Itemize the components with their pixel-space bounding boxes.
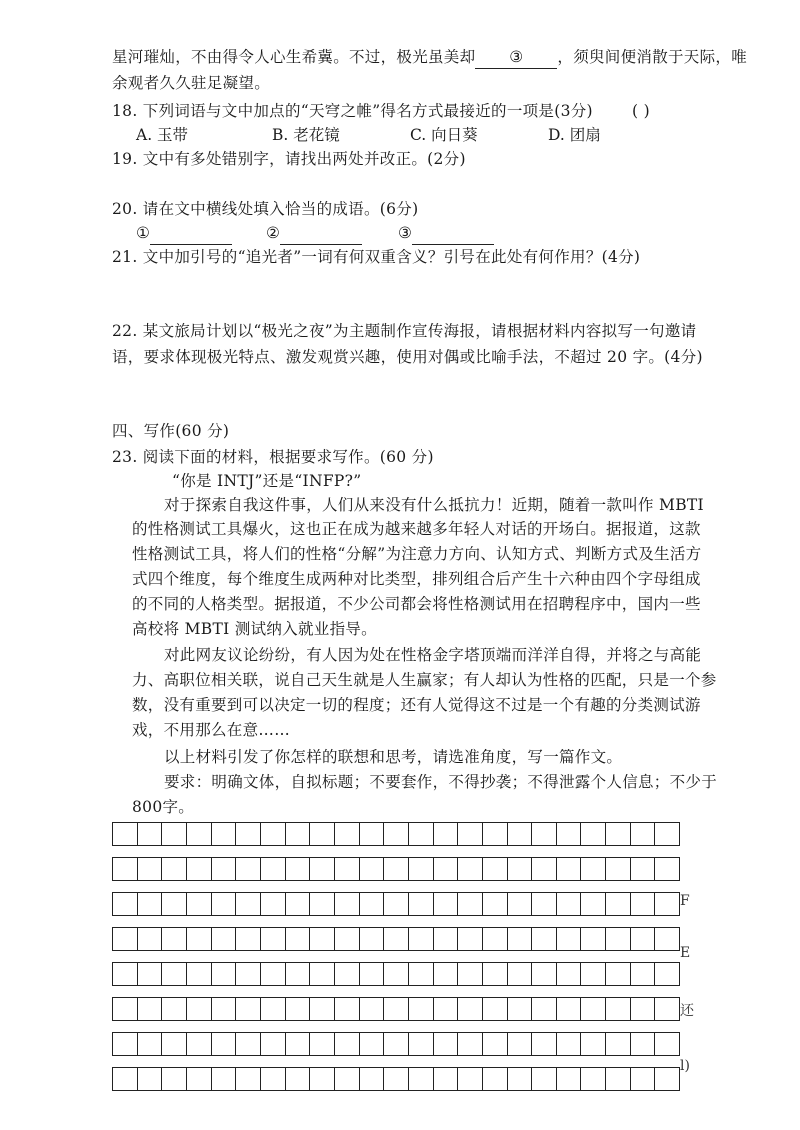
grid-cell[interactable] xyxy=(236,928,261,950)
grid-cell[interactable] xyxy=(212,1068,237,1090)
circled-number-1: ① xyxy=(136,224,151,242)
grid-cell[interactable] xyxy=(360,823,385,845)
grid-cell[interactable] xyxy=(483,1033,508,1055)
material-p1-line-6: 高校将 MBTI 测试纳入就业指导。 xyxy=(132,620,377,638)
grid-cell[interactable] xyxy=(138,1033,163,1055)
grid-cell[interactable] xyxy=(261,858,286,880)
grid-cell[interactable] xyxy=(483,963,508,985)
grid-cell[interactable] xyxy=(631,858,656,880)
grid-cell[interactable] xyxy=(581,963,606,985)
grid-cell[interactable] xyxy=(236,1068,261,1090)
grid-cell[interactable] xyxy=(335,998,360,1020)
passage-line-1 xyxy=(112,46,747,69)
grid-cell[interactable] xyxy=(606,963,631,985)
grid-cell[interactable] xyxy=(483,858,508,880)
grid-cell[interactable] xyxy=(310,998,335,1020)
grid-cell[interactable] xyxy=(483,893,508,915)
material-p1-line-3: 性格测试工具，将人们的性格“分解”为注意力方向、认知方式、判断方式及生活方 xyxy=(132,545,702,563)
grid-cell[interactable] xyxy=(409,823,434,845)
grid-cell[interactable] xyxy=(655,858,679,880)
grid-cell[interactable] xyxy=(360,1068,385,1090)
grid-cell[interactable] xyxy=(384,1033,409,1055)
fill-blank-3[interactable] xyxy=(475,46,557,69)
grid-cell[interactable] xyxy=(113,998,138,1020)
grid-cell[interactable] xyxy=(187,998,212,1020)
grid-cell[interactable] xyxy=(384,998,409,1020)
answer-line-1[interactable] xyxy=(150,222,232,245)
grid-cell[interactable] xyxy=(335,1033,360,1055)
grid-cell[interactable] xyxy=(187,893,212,915)
grid-cell[interactable] xyxy=(631,928,656,950)
grid-cell[interactable] xyxy=(581,1033,606,1055)
grid-cell[interactable] xyxy=(113,928,138,950)
grid-cell[interactable] xyxy=(532,963,557,985)
question-19-stem: 19. 文中有多处错别字，请找出两处并改正。(2分) xyxy=(112,150,466,168)
grid-cell[interactable] xyxy=(557,823,582,845)
grid-cell[interactable] xyxy=(458,823,483,845)
grid-cell[interactable] xyxy=(286,823,311,845)
grid-cell[interactable] xyxy=(310,1068,335,1090)
grid-cell[interactable] xyxy=(606,998,631,1020)
grid-cell[interactable] xyxy=(236,998,261,1020)
grid-cell[interactable] xyxy=(434,823,459,845)
grid-cell[interactable] xyxy=(113,1033,138,1055)
grid-cell[interactable] xyxy=(310,858,335,880)
grid-cell[interactable] xyxy=(162,858,187,880)
grid-cell[interactable] xyxy=(557,928,582,950)
grid-cell[interactable] xyxy=(384,1068,409,1090)
grid-cell[interactable] xyxy=(162,928,187,950)
grid-cell[interactable] xyxy=(335,928,360,950)
grid-cell[interactable] xyxy=(384,928,409,950)
answer-blank-1[interactable] xyxy=(136,222,232,245)
grid-cell[interactable] xyxy=(360,858,385,880)
grid-cell[interactable] xyxy=(508,893,533,915)
grid-cell[interactable] xyxy=(335,893,360,915)
grid-cell[interactable] xyxy=(384,823,409,845)
question-20-stem: 20. 请在文中横线处填入恰当的成语。(6分) xyxy=(112,200,419,218)
grid-cell[interactable] xyxy=(360,1033,385,1055)
grid-cell[interactable] xyxy=(606,1068,631,1090)
grid-cell[interactable] xyxy=(409,963,434,985)
grid-cell[interactable] xyxy=(655,963,679,985)
question-18-stem: 18. 下列词语与文中加点的“天穹之帷”得名方式最接近的一项是(3分) xyxy=(112,102,593,120)
grid-cell[interactable] xyxy=(261,1033,286,1055)
grid-cell[interactable] xyxy=(187,858,212,880)
grid-cell[interactable] xyxy=(458,928,483,950)
grid-cell[interactable] xyxy=(286,858,311,880)
grid-row[interactable] xyxy=(112,822,680,846)
question-22-line-1: 22. 某文旅局计划以“极光之夜”为主题制作宣传海报，请根据材料内容拟写一句邀请 xyxy=(112,322,697,340)
grid-cell[interactable] xyxy=(360,928,385,950)
grid-cell[interactable] xyxy=(581,928,606,950)
grid-cell[interactable] xyxy=(581,858,606,880)
grid-cell[interactable] xyxy=(458,1033,483,1055)
edge-mark-4: l) xyxy=(680,1058,690,1074)
grid-cell[interactable] xyxy=(631,998,656,1020)
requirements-line-2: 800字。 xyxy=(132,798,195,816)
grid-cell[interactable] xyxy=(655,893,679,915)
grid-cell[interactable] xyxy=(286,1033,311,1055)
grid-cell[interactable] xyxy=(655,1068,679,1090)
grid-cell[interactable] xyxy=(483,823,508,845)
material-p2-line-3: 数，没有重要到可以决定一切的程度；还有人觉得这不过是一个有趣的分类测试游 xyxy=(132,696,701,714)
grid-cell[interactable] xyxy=(162,823,187,845)
grid-cell[interactable] xyxy=(212,928,237,950)
grid-cell[interactable] xyxy=(236,858,261,880)
grid-cell[interactable] xyxy=(508,858,533,880)
prompt-line: 以上材料引发了你怎样的联想和思考，请选准角度，写一篇作文。 xyxy=(164,748,623,766)
grid-cell[interactable] xyxy=(236,1033,261,1055)
grid-cell[interactable] xyxy=(384,963,409,985)
passage-text-a: 星河璀灿，不由得令人心生希冀。不过，极光虽美却 xyxy=(112,48,476,66)
grid-cell[interactable] xyxy=(360,963,385,985)
grid-cell[interactable] xyxy=(310,893,335,915)
grid-cell[interactable] xyxy=(409,998,434,1020)
grid-cell[interactable] xyxy=(162,1033,187,1055)
grid-cell[interactable] xyxy=(360,893,385,915)
grid-cell[interactable] xyxy=(409,1068,434,1090)
grid-cell[interactable] xyxy=(532,858,557,880)
grid-cell[interactable] xyxy=(187,928,212,950)
grid-row[interactable] xyxy=(112,927,680,951)
material-p2-line-1: 对此网友议论纷纷，有人因为处在性格金字塔顶端而洋洋自得，并将之与高能 xyxy=(164,646,702,664)
grid-cell[interactable] xyxy=(138,893,163,915)
grid-cell[interactable] xyxy=(187,823,212,845)
answer-line-2[interactable] xyxy=(280,222,362,245)
grid-cell[interactable] xyxy=(187,963,212,985)
grid-cell[interactable] xyxy=(483,998,508,1020)
grid-cell[interactable] xyxy=(532,823,557,845)
grid-cell[interactable] xyxy=(557,893,582,915)
grid-cell[interactable] xyxy=(434,998,459,1020)
circled-number-2: ② xyxy=(266,224,281,242)
grid-cell[interactable] xyxy=(286,963,311,985)
grid-cell[interactable] xyxy=(606,893,631,915)
grid-cell[interactable] xyxy=(286,893,311,915)
grid-cell[interactable] xyxy=(655,1033,679,1055)
grid-cell[interactable] xyxy=(138,963,163,985)
grid-cell[interactable] xyxy=(581,893,606,915)
grid-cell[interactable] xyxy=(655,823,679,845)
grid-cell[interactable] xyxy=(236,893,261,915)
option-d[interactable]: D. 团扇 xyxy=(548,126,601,144)
grid-cell[interactable] xyxy=(631,893,656,915)
grid-cell[interactable] xyxy=(212,998,237,1020)
grid-cell[interactable] xyxy=(631,823,656,845)
grid-cell[interactable] xyxy=(557,963,582,985)
grid-cell[interactable] xyxy=(508,1033,533,1055)
grid-cell[interactable] xyxy=(138,998,163,1020)
grid-cell[interactable] xyxy=(409,858,434,880)
grid-cell[interactable] xyxy=(434,893,459,915)
grid-row[interactable] xyxy=(112,997,680,1021)
grid-cell[interactable] xyxy=(162,893,187,915)
grid-cell[interactable] xyxy=(162,1068,187,1090)
grid-cell[interactable] xyxy=(335,963,360,985)
blank-mark: ③ xyxy=(509,48,524,66)
grid-cell[interactable] xyxy=(434,928,459,950)
grid-cell[interactable] xyxy=(261,963,286,985)
grid-cell[interactable] xyxy=(508,928,533,950)
grid-cell[interactable] xyxy=(557,858,582,880)
grid-cell[interactable] xyxy=(113,858,138,880)
grid-cell[interactable] xyxy=(384,893,409,915)
grid-cell[interactable] xyxy=(187,1033,212,1055)
grid-cell[interactable] xyxy=(532,1033,557,1055)
answer-blank-3[interactable] xyxy=(398,222,494,245)
grid-cell[interactable] xyxy=(212,963,237,985)
grid-cell[interactable] xyxy=(606,823,631,845)
grid-cell[interactable] xyxy=(631,963,656,985)
grid-cell[interactable] xyxy=(261,928,286,950)
grid-cell[interactable] xyxy=(508,823,533,845)
option-b[interactable]: B. 老花镜 xyxy=(272,126,340,144)
grid-cell[interactable] xyxy=(236,823,261,845)
material-quote: “你是 INTJ”还是“INFP?” xyxy=(172,472,362,490)
material-p1-line-1: 对于探索自我这件事，人们从来没有什么抵抗力！近期，随着一款叫作 MBTI xyxy=(164,496,704,514)
grid-cell[interactable] xyxy=(310,823,335,845)
material-p2-line-4: 戏，不用那么在意…… xyxy=(132,721,291,739)
grid-cell[interactable] xyxy=(162,998,187,1020)
grid-row[interactable] xyxy=(112,857,680,881)
grid-cell[interactable] xyxy=(310,928,335,950)
answer-line-3[interactable] xyxy=(412,222,494,245)
grid-cell[interactable] xyxy=(532,928,557,950)
grid-cell[interactable] xyxy=(113,1068,138,1090)
answer-bracket[interactable]: ( ) xyxy=(632,102,650,120)
grid-cell[interactable] xyxy=(138,1068,163,1090)
grid-cell[interactable] xyxy=(286,998,311,1020)
grid-cell[interactable] xyxy=(606,928,631,950)
passage-text-b: ，须臾间便消散于天际，唯 xyxy=(557,48,748,66)
grid-cell[interactable] xyxy=(557,1033,582,1055)
grid-cell[interactable] xyxy=(434,1033,459,1055)
grid-cell[interactable] xyxy=(409,1033,434,1055)
grid-cell[interactable] xyxy=(113,963,138,985)
grid-cell[interactable] xyxy=(532,1068,557,1090)
grid-cell[interactable] xyxy=(286,928,311,950)
grid-cell[interactable] xyxy=(508,963,533,985)
grid-cell[interactable] xyxy=(310,1033,335,1055)
grid-cell[interactable] xyxy=(508,998,533,1020)
grid-row[interactable] xyxy=(112,962,680,986)
grid-cell[interactable] xyxy=(261,823,286,845)
grid-cell[interactable] xyxy=(138,928,163,950)
grid-cell[interactable] xyxy=(113,893,138,915)
passage-line-2: 余观者久久驻足凝望。 xyxy=(112,74,271,92)
grid-cell[interactable] xyxy=(162,963,187,985)
grid-cell[interactable] xyxy=(335,858,360,880)
material-p1-line-4: 式四个维度，每个维度生成两种对比类型，排列组合后产生十六种由四个字母组成 xyxy=(132,570,701,588)
grid-cell[interactable] xyxy=(335,823,360,845)
grid-row[interactable] xyxy=(112,892,680,916)
material-p1-line-2: 的性格测试工具爆火，这也正在成为越来越多年轻人对话的开场白。据报道，这款 xyxy=(132,520,701,538)
grid-cell[interactable] xyxy=(458,858,483,880)
grid-cell[interactable] xyxy=(557,1068,582,1090)
grid-cell[interactable] xyxy=(458,998,483,1020)
grid-cell[interactable] xyxy=(212,823,237,845)
requirements-line-1: 要求：明确文体，自拟标题；不要套作，不得抄袭；不得泄露个人信息；不少于 xyxy=(164,773,718,791)
grid-cell[interactable] xyxy=(606,1033,631,1055)
question-22-line-2: 语，要求体现极光特点、激发观赏兴趣，使用对偶或比喻手法，不超过 20 字。(4分) xyxy=(112,348,703,366)
grid-row[interactable] xyxy=(112,1032,680,1056)
material-p2-line-2: 力、高职位相关联，说自己天生就是人生赢家；有人却认为性格的匹配，只是一个参 xyxy=(132,671,717,689)
material-p1-line-5: 的不同的人格类型。据报道，不少公司都会将性格测试用在招聘程序中，国内一些 xyxy=(132,595,701,613)
grid-cell[interactable] xyxy=(434,963,459,985)
grid-cell[interactable] xyxy=(458,893,483,915)
grid-cell[interactable] xyxy=(483,1068,508,1090)
grid-cell[interactable] xyxy=(631,1033,656,1055)
grid-cell[interactable] xyxy=(212,858,237,880)
grid-cell[interactable] xyxy=(655,998,679,1020)
grid-cell[interactable] xyxy=(236,963,261,985)
edge-mark-3: 还 xyxy=(680,1003,694,1019)
grid-cell[interactable] xyxy=(557,998,582,1020)
grid-cell[interactable] xyxy=(187,1068,212,1090)
grid-cell[interactable] xyxy=(212,1033,237,1055)
writing-grid[interactable] xyxy=(112,822,680,1102)
grid-cell[interactable] xyxy=(581,823,606,845)
answer-blank-2[interactable] xyxy=(266,222,362,245)
grid-cell[interactable] xyxy=(409,893,434,915)
question-23-stem: 23. 阅读下面的材料，根据要求写作。(60 分) xyxy=(112,448,434,466)
edge-mark-1: F xyxy=(680,893,690,909)
grid-cell[interactable] xyxy=(606,858,631,880)
grid-cell[interactable] xyxy=(212,893,237,915)
question-21-stem: 21. 文中加引号的“追光者”一词有何双重含义？引号在此处有何作用？(4分) xyxy=(112,248,641,266)
grid-cell[interactable] xyxy=(113,823,138,845)
grid-cell[interactable] xyxy=(310,963,335,985)
grid-cell[interactable] xyxy=(458,1068,483,1090)
grid-cell[interactable] xyxy=(384,858,409,880)
option-a[interactable]: A. 玉带 xyxy=(136,126,189,144)
grid-cell[interactable] xyxy=(409,928,434,950)
grid-cell[interactable] xyxy=(581,998,606,1020)
grid-cell[interactable] xyxy=(261,1068,286,1090)
grid-cell[interactable] xyxy=(483,928,508,950)
grid-row[interactable] xyxy=(112,1067,680,1091)
grid-cell[interactable] xyxy=(434,1068,459,1090)
grid-cell[interactable] xyxy=(458,963,483,985)
grid-cell[interactable] xyxy=(655,928,679,950)
edge-mark-2: E xyxy=(680,945,691,961)
grid-cell[interactable] xyxy=(532,893,557,915)
grid-cell[interactable] xyxy=(631,1068,656,1090)
section-4-title: 四、写作(60 分) xyxy=(112,422,230,440)
grid-cell[interactable] xyxy=(261,893,286,915)
grid-cell[interactable] xyxy=(532,998,557,1020)
grid-cell[interactable] xyxy=(261,998,286,1020)
grid-cell[interactable] xyxy=(335,1068,360,1090)
grid-cell[interactable] xyxy=(581,1068,606,1090)
grid-cell[interactable] xyxy=(508,1068,533,1090)
grid-cell[interactable] xyxy=(286,1068,311,1090)
circled-number-3: ③ xyxy=(398,224,413,242)
grid-cell[interactable] xyxy=(360,998,385,1020)
option-c[interactable]: C. 向日葵 xyxy=(410,126,478,144)
grid-cell[interactable] xyxy=(138,823,163,845)
grid-cell[interactable] xyxy=(138,858,163,880)
grid-cell[interactable] xyxy=(434,858,459,880)
